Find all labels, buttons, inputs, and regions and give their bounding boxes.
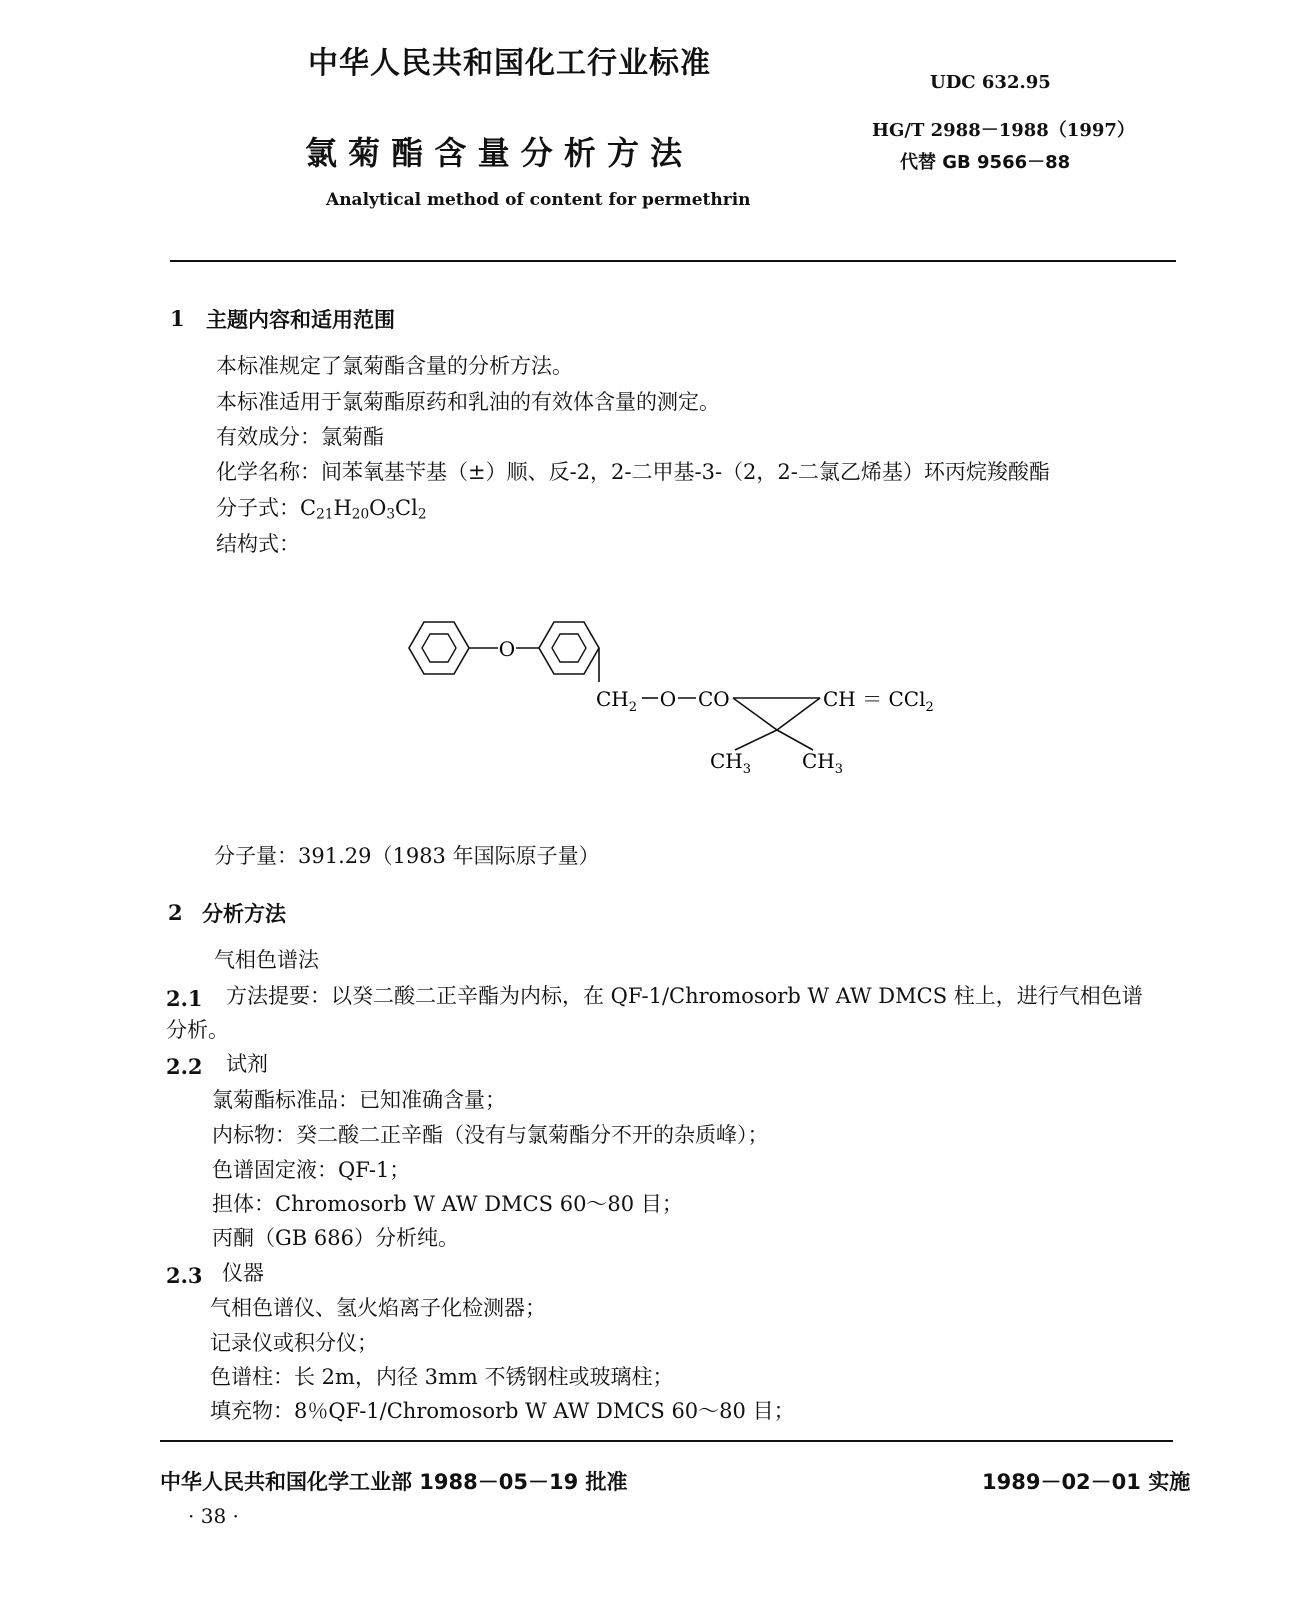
section-2-heading: 分析方法	[202, 902, 286, 926]
structure-label: 结构式：	[216, 532, 300, 556]
methyl-bond-left	[735, 730, 777, 750]
ester-oxygen: O	[659, 687, 677, 711]
approval-date: 中华人民共和国化学工业部 1988－05－19 批准	[160, 1470, 628, 1494]
reagent-item: 内标物：癸二酸二正辛酯（没有与氯菊酯分不开的杂质峰）；	[212, 1123, 769, 1147]
header-divider	[170, 260, 1176, 262]
reagent-item: 担体：Chromosorb W AW DMCS 60～80 目；	[212, 1192, 683, 1216]
formula-h-count: 20	[351, 506, 370, 523]
standard-code: HG/T 2988－1988（1997）	[872, 120, 1135, 141]
formula-c: C	[300, 496, 317, 520]
subsection-2-3-title: 仪器	[222, 1261, 264, 1285]
instrument-item: 气相色谱仪、氢火焰离子化检测器；	[210, 1296, 546, 1320]
cyclopropane-right-bond	[777, 698, 820, 730]
udc-code: UDC 632.95	[930, 72, 1051, 93]
phenyl-ring-left	[409, 622, 469, 674]
subsection-2-2-number: 2.2	[166, 1054, 203, 1079]
methyl-bond-right	[777, 730, 813, 750]
methyl-group-right: $CH_3$	[802, 749, 844, 777]
section-1-heading: 主题内容和适用范围	[206, 308, 395, 332]
section-1-number: 1	[170, 306, 185, 331]
phenyl-ring-right	[539, 622, 599, 674]
reagent-item: 色谱固定液：QF-1；	[212, 1158, 411, 1182]
scope-paragraph-2: 本标准适用于氯菊酯原药和乳油的有效体含量的测定。	[216, 390, 720, 414]
methyl-group-left: $CH_3$	[710, 749, 752, 777]
methylene-group: $CH_2$	[596, 687, 638, 715]
phenyl-ring-left-inner	[422, 634, 456, 662]
document-title: 氯 菊 酯 含 量 分 析 方 法	[305, 134, 683, 172]
subsection-2-3-number: 2.3	[166, 1263, 203, 1288]
subsection-2-1-number: 2.1	[166, 986, 203, 1011]
phenyl-ring-right-inner	[552, 634, 586, 662]
formula-o: O	[369, 496, 387, 520]
method-summary-line-2: 分析。	[166, 1018, 229, 1042]
standard-org: 中华人民共和国化工行业标准	[308, 46, 711, 81]
ether-oxygen: O	[498, 637, 516, 661]
reagent-item: 氯菊酯标准品：已知准确含量；	[212, 1088, 506, 1112]
formula-label: 分子式：	[216, 496, 300, 520]
method-summary-line-1: 方法提要：以癸二酸二正辛酯为内标，在 QF-1/Chromosorb W AW DMCS 柱上，进行气相色谱	[226, 984, 1143, 1008]
replaces-standard: 代替 GB 9566－88	[900, 152, 1071, 173]
instrument-item: 填充物：8％QF-1/Chromosorb W AW DMCS 60～80 目；	[210, 1399, 795, 1423]
instrument-item: 记录仪或积分仪；	[210, 1331, 378, 1355]
active-ingredient: 有效成分：氯菊酯	[216, 425, 384, 449]
reagent-item: 丙酮（GB 686）分析纯。	[212, 1226, 459, 1250]
formula-o-count: 3	[386, 506, 396, 523]
section-2-number: 2	[168, 900, 183, 925]
cyclopropane-left-bond	[733, 698, 777, 730]
chemical-name: 化学名称：间苯氧基苄基（±）顺、反-2，2-二甲基-3-（2，2-二氯乙烯基）环丙烷羧酸酯	[216, 460, 1050, 484]
structural-formula	[400, 610, 960, 790]
page-number: · 38 ·	[188, 1504, 239, 1528]
formula-h: H	[333, 496, 352, 520]
carbonyl-group: CO	[698, 687, 730, 711]
subsection-2-2-title: 试剂	[226, 1052, 268, 1076]
formula-cl-count: 2	[417, 506, 427, 523]
scope-paragraph-1: 本标准规定了氯菊酯含量的分析方法。	[216, 354, 573, 378]
formula-cl: Cl	[395, 496, 418, 520]
document-title-english: Analytical method of content for permethrin	[326, 190, 751, 210]
molecular-formula	[216, 496, 427, 523]
footer-divider	[160, 1440, 1173, 1442]
dichlorovinyl-group: CH ＝ CCl$_2$	[823, 687, 934, 715]
formula-c-count: 21	[316, 506, 334, 523]
instrument-item: 色谱柱：长 2m，内径 3mm 不锈钢柱或玻璃柱；	[210, 1365, 674, 1389]
molecular-weight: 分子量：391.29（1983 年国际原子量）	[214, 844, 600, 868]
method-name: 气相色谱法	[214, 948, 319, 972]
effective-date: 1989－02－01 实施	[982, 1470, 1191, 1494]
